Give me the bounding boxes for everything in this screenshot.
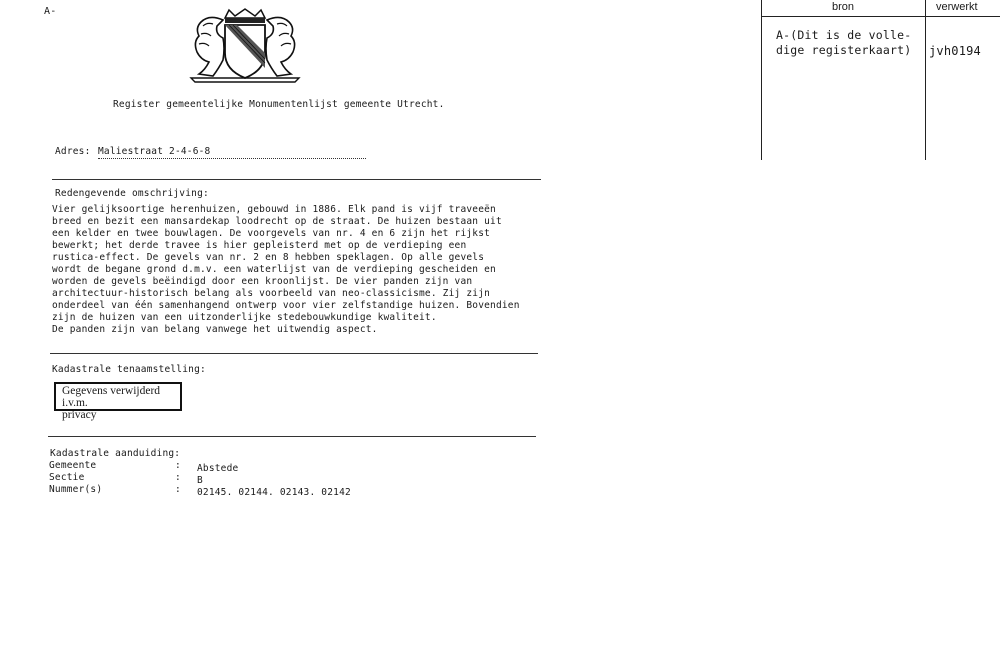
description-line: zijn de huizen van een uitzonderlijke stedebouwkundige kwaliteit. — [52, 312, 437, 323]
nummers-colon: : — [175, 484, 181, 495]
bron-line: A-(Dit is de volle- — [776, 28, 912, 42]
tenaamstelling-label: Kadastrale tenaamstelling: — [52, 364, 206, 375]
description-line: rustica-effect. De gevels van nr. 2 en 8 hebben speklagen. Op alle gevels — [52, 252, 485, 263]
address-label: Adres: — [55, 146, 91, 157]
description-line: architectuur-historisch belang als voorbeeld van neo-classicisme. Zij zijn — [52, 288, 491, 299]
aanduiding-label: Kadastrale aanduiding: — [50, 448, 181, 459]
description-line: breed en bezit een mansardekap loodrecht op de straat. De huizen bestaan uit — [52, 216, 502, 227]
register-title: Register gemeentelijke Monumentenlijst gemeente Utrecht. — [113, 99, 445, 110]
verwerkt-value: jvh0194 — [929, 44, 981, 58]
description-line: Vier gelijksoortige herenhuizen, gebouwd in 1886. Elk pand is vijf traveeën — [52, 204, 496, 215]
table-border-left — [761, 0, 762, 160]
bron-line: dige registerkaart) — [776, 43, 912, 57]
gemeente-colon: : — [175, 460, 181, 471]
description-line: worden de gevels beëindigd door een kroonlijst. De vier panden zijn van — [52, 276, 473, 287]
nummers-key: Nummer(s) — [49, 484, 103, 495]
table-border-mid — [925, 0, 926, 160]
description-line: onderdeel van één samenhangend ontwerp voor vier zelfstandige huizen. Bovendien — [52, 300, 520, 311]
gemeente-value: Abstede — [197, 463, 239, 474]
divider — [52, 179, 541, 180]
coat-of-arms-icon — [185, 8, 305, 84]
table-header-divider — [761, 16, 1000, 17]
column-bron: bron — [832, 1, 855, 13]
divider — [48, 436, 536, 437]
privacy-line: Gegevens verwijderd i.v.m. — [62, 385, 161, 409]
description-label: Redengevende omschrijving: — [55, 188, 209, 199]
description-body — [52, 204, 532, 336]
corner-mark: A- — [44, 6, 57, 17]
sectie-key: Sectie — [49, 472, 85, 483]
nummers-value: 02145. 02144. 02143. 02142 — [197, 487, 351, 498]
description-line: De panden zijn van belang vanwege het uitwendig aspect. — [52, 324, 378, 335]
column-verwerkt: verwerkt — [936, 1, 978, 13]
divider — [50, 353, 538, 354]
privacy-notice-box — [54, 382, 182, 421]
address-value: Maliestraat 2-4-6-8 — [98, 146, 366, 159]
sectie-value: B — [197, 475, 203, 486]
gemeente-key: Gemeente — [49, 460, 97, 471]
description-line: bewerkt; het derde travee is hier gepleisterd met op de verdieping een — [52, 240, 467, 251]
privacy-line: privacy — [62, 409, 97, 421]
description-line: een kelder en twee bouwlagen. De voorgevels van nr. 4 en 6 zijn het rijkst — [52, 228, 491, 239]
sectie-colon: : — [175, 472, 181, 483]
description-line: wordt de begane grond d.m.v. een waterlijst van de verdieping gescheiden en — [52, 264, 496, 275]
bron-value — [776, 28, 926, 58]
